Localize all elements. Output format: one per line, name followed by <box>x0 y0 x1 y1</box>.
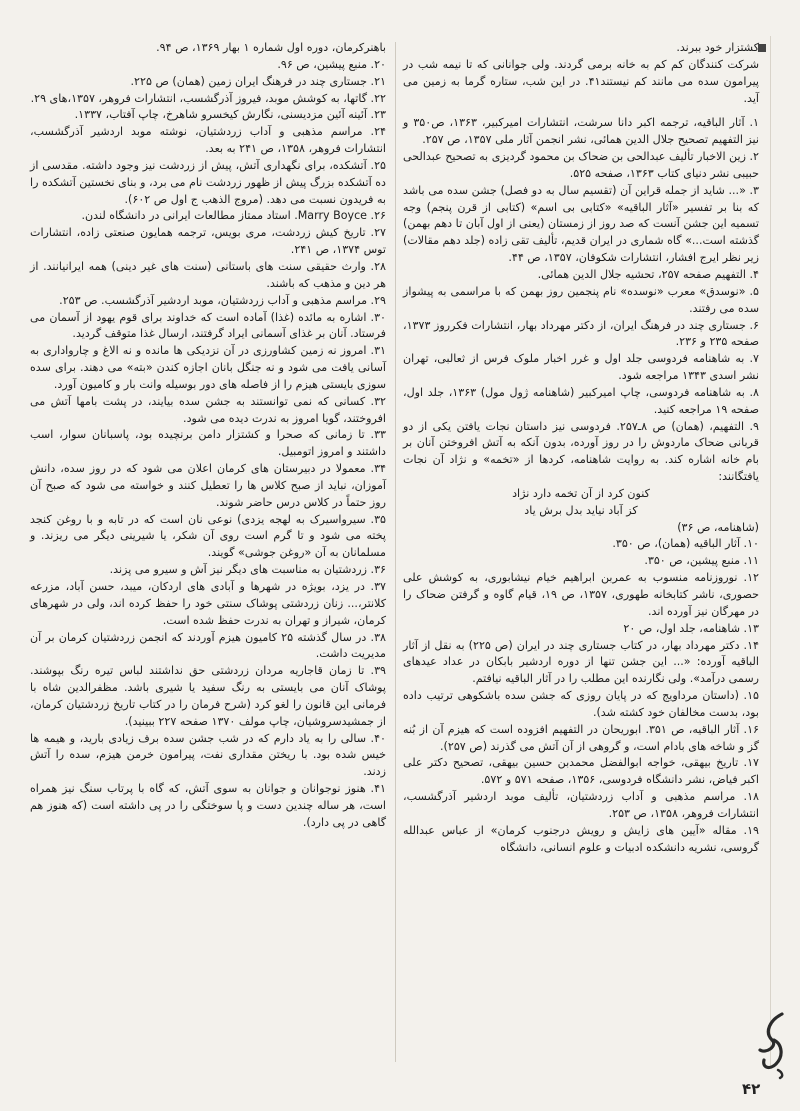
footnote: ۱۴. دکتر مهرداد بهار، در کتاب جستاری چند در ایران (ص ۲۲۵) به نقل از آثار الباقیه آورده: «... این جشن تنها از دوره اردشیر بابکان در عداد عیدهای رسمی درآمد». ولی نگارنده این مطلب را در آثار الباقیه نیافتم. <box>403 638 759 686</box>
footnote: ۲۴. مراسم مذهبی و آداب زردشتیان، نوشته موبد اردشیر آذرگشسب، انتشارات فروهر، ۱۳۵۸، ص ۲۴۱ به بعد. <box>30 125 386 156</box>
footnote: ۲۵. آتشکده، برای نگهداری آتش، پیش از زردشت نیز وجود داشته. مقدسی از ده آتشکده بزرگ پیش از ظهور زردشت نام می برد، و بنای نخستین آتشکده را به فریدون نسبت می دهد. (مروج الذهب ج اول ص ۶۰۲). <box>29 158 386 206</box>
kerman-logo <box>752 1010 792 1080</box>
column-divider <box>395 42 396 1062</box>
footnote: ۹. التفهیم، (همان) ص ۸ـ۲۵۷. فردوسی نیز داستان نجات یافتن یکی از دو قربانی ضحاک ماردوش را در روز آورده، بدون آنکه به آتش افروختن آنان بر بام خانه اشاره کند. به روایت شاهنامه، کردها از «تخمه» و نژاد آن نجات یافتگانند: <box>403 419 759 484</box>
left-column <box>30 40 386 832</box>
footnote: ۵. «نوسدق» معرب «نوسده» نام پنجمین روز بهمن که با مراسمی به پیشواز سده می رفتند. <box>403 284 759 315</box>
footnote: باهنرکرمان، دوره اول شماره ۱ بهار ۱۳۶۹، ص ۹۴. <box>156 41 386 54</box>
footnote: ۱۹. مقاله «آیین های زایش و رویش درجنوب کرمان» از عباس عبدالله گروسی، نشریه دانشکده ادبیات و علوم انسانی، دانشگاه <box>403 823 759 854</box>
footnote: ۱. آثار الباقیه، ترجمه اکبر دانا سرشت، انتشارات امیرکبیر، ۱۳۶۳، ص۳۵۰ و نیز التفهیم تصحیح جلال الدین همائی، نشر انجمن آثار ملی ۱۳۵۷، ص ۲۵۷. <box>403 116 759 147</box>
verse-source: (شاهنامه، ص ۳۶) <box>677 520 759 534</box>
footnote: ۲۶. Marry Boyce. استاد ممتاز مطالعات ایرانی در دانشگاه لندن. <box>81 209 386 223</box>
footnote: ۲۸. وارث حقیقی سنت های باستانی (سنت های غیر دینی) همه ایرانیانند. از هر دین و مذهب که باشند. <box>30 259 386 290</box>
body-paragraph: کشتزار خود ببرند. <box>676 41 759 54</box>
footnote: ۱۳. شاهنامه، جلد اول، ص ۲۰ <box>623 621 759 635</box>
footnote: ۳. «... شاید از جمله قراین آن (تقسیم سال به دو فصل) جشن سده می باشد که بنا بر تفسیر «آثار الباقیه» «کتابی بی اسم» (کتابی از قرن پنجم) وجه تسمیه این جشن آنست که صد روز از زمستان (یعنی از اول آبان تا دهم بهمن) گذشته است...» گاه شماری در ایران قدیم، تألیف تقی زاده (جلد دهم مقالات) زیر نظر ایرج افشار، انتشارات شکوفان، ۱۳۵۷، ص ۴۴. <box>403 183 759 265</box>
footnote: ۶. جستاری چند در فرهنگ ایران، از دکتر مهرداد بهار، انتشارات فکرروز ۱۳۷۳، صفحه ۲۳۵ و ۲۳۶. <box>403 318 759 349</box>
footnote: ۱۶. آثار الباقیه، ص ۳۵۱. ابوریحان در التفهیم افزوده است که هیزم آن از بُنه گز و شاخه های بادام است، و گروهی از آن آتش می گذرند (ص ۲۵۷). <box>403 722 759 753</box>
footnote: ۳۶. زردشتیان به مناسبت های دیگر نیز آش و سیرو می پزند. <box>109 563 386 577</box>
footnote: ۳۷. در یزد، بویژه در شهرها و آبادی های اردکان، میبد، حسن آباد، مزرعه کلانتر،... زنان زردشتی پوشاک سنتی خود را حفظ کرده اند، ولی در شهرهای کرمان، شیراز و تهران به ندرت حفظ شده است. <box>30 580 386 627</box>
footnote: ۱۰. آثار الباقیه (همان)، ص ۳۵۰. <box>612 537 759 551</box>
footnote: ۴۰. سالی را به یاد دارم که در شب جشن سده برف زیادی بارید، و هیمه ها خیس شده بود. با ریختن مقداری نفت، پیرامون خرمن هیزم، سده را آتش زدند. <box>30 731 386 779</box>
square-bullet-icon <box>758 44 766 52</box>
footnote: ۱۱. منبع پیشین، ص ۳۵۰. <box>644 554 759 568</box>
footnote: ۸. به شاهنامه فردوسی، چاپ امیرکبیر (شاهنامه ژول مول) ۱۳۶۳، جلد اول، صفحه ۱۹ مراجعه کنید. <box>403 385 759 416</box>
footnote: ۳۳. تا زمانی که صحرا و کشتزار دامن برنچیده بود، پاسبانان سوار، اسب داشتند و امروز اتومبیل. <box>30 428 386 459</box>
footnote: ۱۵. (داستان مرداویج که در پایان روزی که جشن سده باشکوهی ترتیب داده بود، بدست مخالفان خود کشته شد). <box>403 689 759 719</box>
footnote: ۳۱. امروز نه زمین کشاورزی در آن نزدیکی ها مانده و نه الاغ و چارواداری به آسانی یافت می شود و نه جنگل بانان اجازه کندن «بته» می دهند. برای سده سوزی بایستی هیزم را از فاصله های دور بوسیله وانت بار و کامیون آورد. <box>30 344 386 391</box>
poem-verse: کز آباد نیاید بدل برش یاد <box>524 503 638 517</box>
footnote: ۱۲. نوروزنامه منسوب به عمربن ابراهیم خیام نیشابوری، به کوشش علی حصوری، ناشر کتابخانه طهوری، ۱۳۵۷، ص ۱۹، قیام گاوه و گرفتن ضحاک را در مهرگان نیز آورده اند. <box>403 571 760 618</box>
footnote: ۱۷. تاریخ بیهقی، خواجه ابوالفضل محمدبن حسین بیهقی، تصحیح دکتر علی اکبر فیاض، نشر دانشگاه فردوسی، ۱۳۵۶، صفحه ۵۷۱ و ۵۷۲. <box>403 756 759 787</box>
footnote: ۳۲. کسانی که نمی توانستند به جشن سده بیایند، در پشت بامها آتش می افروختند، گویا امروز به ندرت دیده می شود. <box>30 394 386 425</box>
footnote: ۲۳. آئینه آئین مزدیسنی، نگارش کیخسرو شاهرخ، چاپ آفتاب، ۱۳۳۷. <box>74 108 386 122</box>
right-column <box>403 40 759 857</box>
body-paragraph: شرکت کنندگان کم کم به خانه برمی گردند. ولی جوانانی که تا نیمه شب در پیرامون سده می مانند کم نیستند۴۱. در این شب، ستاره گرما به زمین می آید. <box>403 57 760 105</box>
footnote: ۳۰. اشاره به مائده (غذا) آماده است که خداوند برای قوم یهود از آسمان می فرستاد. آنان بر غذای آسمانی ایراد گرفتند، ارسال غذا متوقف گردید. <box>30 310 386 341</box>
footnote: ۳۹. تا زمان قاجاریه مردان زردشتی حق نداشتند لباس تیره رنگ بپوشند. پوشاک آنان می بایستی به رنگ سفید یا شیری باشد. مظفرالدین شاه با فرمانی این قانون را لغو کرد (شرح فرمان را در کتاب تاریخ زردشتیان کرمان، از جمشیدسروشیان، چاپ مولف ۱۳۷۰ صفحه ۲۲۷ ببینید). <box>30 664 386 728</box>
footnote: ۴. التفهیم صفحه ۲۵۷، تحشیه جلال الدین همائی. <box>537 267 759 281</box>
page-number: ۴۲ <box>742 1080 761 1098</box>
footnote: ۲۰. منبع پیشین، ص ۹۶. <box>277 57 386 71</box>
page-border <box>770 36 775 1066</box>
footnote: ۷. به شاهنامه فردوسی جلد اول و غرر اخبار ملوک فرس از ثعالبی، تهران نشر اسدی ۱۳۴۳ مراجعه شود. <box>403 352 759 383</box>
poem-verse: کنون کرد از آن تخمه دارد نژاد <box>512 486 650 500</box>
footnote: ۲۲. گاتها، به کوشش موبد، فیروز آذرگشسب، انتشارات فروهر، ۱۳۵۷،های ۲۹. <box>30 91 386 105</box>
footnote: ۲۷. تاریخ کیش زردشت، مری بویس، ترجمه همایون صنعتی زاده، انتشارات توس ۱۳۷۴، ص ۲۴۱. <box>30 226 386 257</box>
footnote: ۱۸. مراسم مذهبی و آداب زردشتیان، تألیف موبد اردشیر آذرگشسب، انتشارات فروهر، ۱۳۵۸، ص ۲۵۳. <box>403 790 759 820</box>
footnote: ۲۱. جستاری چند در فرهنگ ایران زمین (همان) ص ۲۲۵. <box>130 74 386 88</box>
footnote: ۲. زین الاخبار تألیف عبدالحی بن ضحاک بن محمود گردیزی به تصحیح عبدالحی حبیبی نشر دنیای کتاب ۱۳۶۳، صفحه ۵۲۵. <box>403 150 759 180</box>
footnote: ۲۹. مراسم مذهبی و آداب زردشتیان، موبد اردشیر آذرگشسب. ص ۲۵۳. <box>59 293 386 307</box>
footnote: ۳۸. در سال گذشته ۲۵ کامیون هیزم آوردند که انجمن زردشتیان کرمان بر آن مدیریت داشت. <box>30 630 386 661</box>
footnote: ۳۵. سیرواسیرک به لهجه یزدی) نوعی نان است که در تابه و با روغن کنجد پخته می شود و تا گرم است روی آن شکر، یا شیرینی دیگر می ریزند. و مسلمانان به آن «روغن جوشی» گویند. <box>30 512 386 560</box>
footnote: ۴۱. هنوز نوجوانان و جوانان به سوی آتش، که گاه با پرتاب سنگ نیز همراه است، هر ساله چندین دست و پا سوختگی را در پی داشته است (که هنوز هم گاهی در پی دارد). <box>30 782 386 829</box>
footnote: ۳۴. معمولا در دبیرستان های کرمان اعلان می شود که در روز سده، دانش آموزان، نباید از صبح کلاس ها را تعطیل کنند و خواسته می شود که صبح آن روز حتماً در کلاس درس حاضر شوند. <box>30 462 386 509</box>
